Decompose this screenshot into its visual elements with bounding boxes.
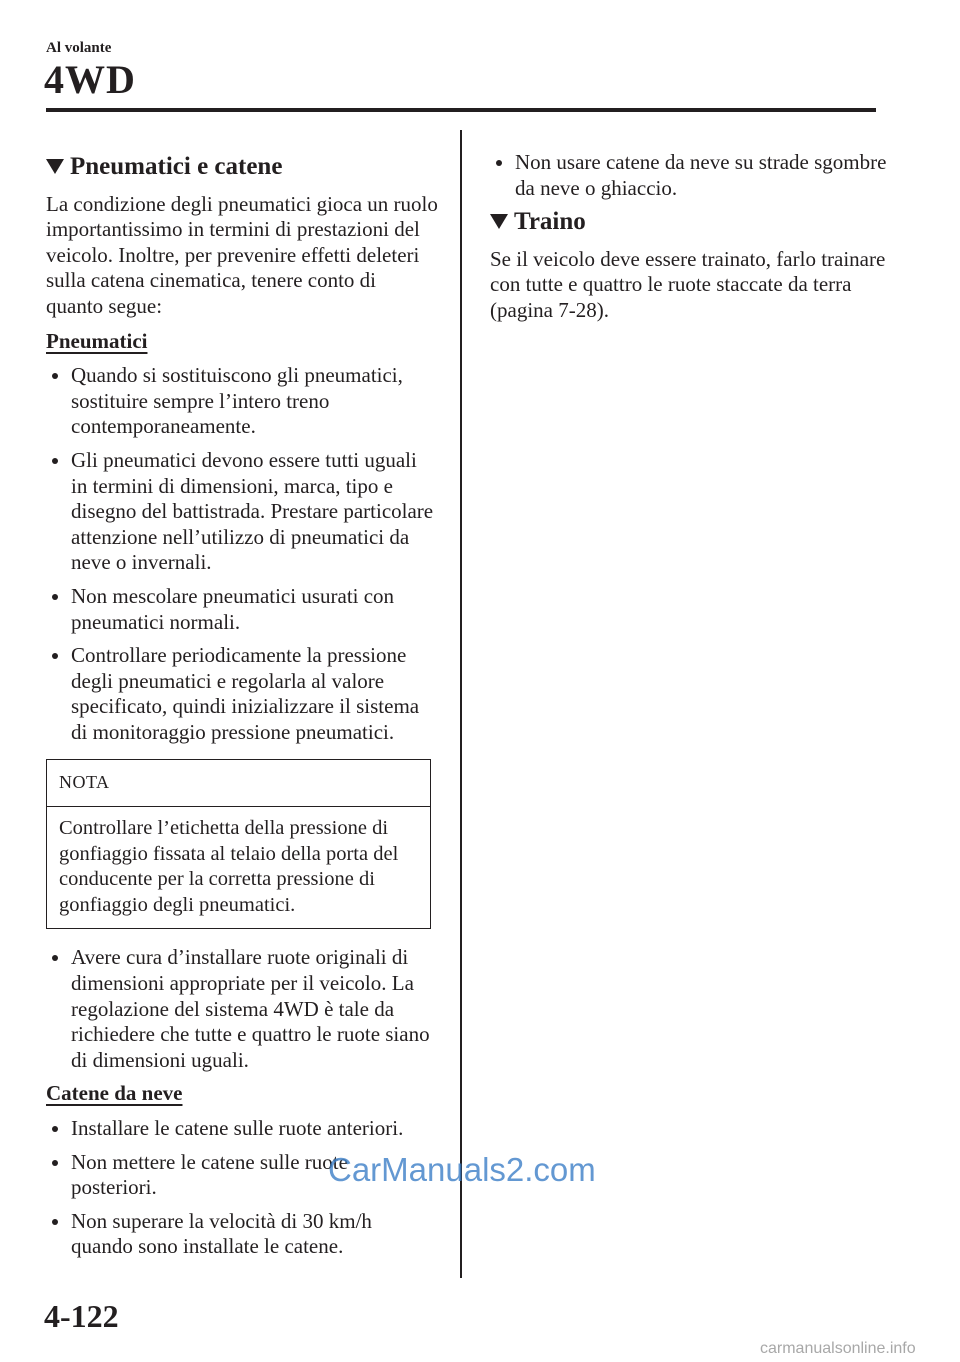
note-text: Controllare l’etichetta della pressione di gonfiaggio fissata al telaio della porta del conducente per la corretta pressione di gonfiaggio degli pneumatici.: [59, 817, 399, 916]
bullet-icon: [52, 373, 58, 379]
subheading-snow-chains: Catene da neve: [46, 1081, 183, 1106]
towing-paragraph: Se il veicolo deve essere trainato, farlo trainare con tutte e quattro le ruote staccate da terra (pagina 7-28).: [490, 246, 886, 322]
intro-paragraph: La condizione degli pneumatici gioca un ruolo importantissimo in termini di prestazioni del veicolo. Inoltre, per prevenire effetti deleteri sulla catena cinematica, tenere conto di quanto segue:: [46, 191, 438, 318]
page-number: 4-122: [44, 1298, 119, 1334]
list-item: Installare le catene sulle ruote anteriori.: [46, 1116, 438, 1142]
chapter-title: 4WD: [44, 57, 136, 102]
left-column: [46, 150, 438, 1268]
section-heading-text: Traino: [514, 208, 586, 236]
bullet-icon: [52, 594, 58, 600]
tyre-bullet-list-after-note: [46, 945, 438, 1073]
subheading-tyres: Pneumatici: [46, 328, 148, 353]
section-heading-tyres-chains: [46, 154, 438, 180]
note-label: NOTA: [47, 760, 430, 807]
tyre-bullet-list: [46, 363, 438, 745]
bullet-icon: [52, 955, 58, 961]
breadcrumb: Al volante: [46, 40, 112, 56]
section-heading-text: Pneumatici e catene: [70, 153, 283, 180]
chain-bullet-list-continued: [490, 150, 890, 201]
section-heading-towing: [490, 209, 890, 235]
watermark-overlay: CarManuals2.com: [328, 1151, 596, 1188]
bullet-icon: [496, 160, 502, 166]
list-item: Quando si sostituiscono gli pneumatici, sostituire sempre l’intero treno contemporaneamente.: [46, 363, 438, 440]
header-rule: [46, 108, 876, 112]
watermark-corner: carmanualsonline.info: [760, 1340, 916, 1357]
list-item: Avere cura d’installare ruote originali di dimensioni appropriate per il veicolo. La regolazione del sistema 4WD è tale da richiedere che tutte e quattro le ruote siano di dimensioni uguali.: [46, 945, 438, 1073]
column-divider: [460, 130, 462, 1278]
right-column: [490, 150, 890, 333]
note-box: [46, 759, 431, 929]
triangle-down-icon: [46, 159, 64, 174]
list-item: Non usare catene da neve su strade sgombre da neve o ghiaccio.: [490, 150, 890, 201]
triangle-down-icon: [490, 214, 508, 229]
list-item: Non mescolare pneumatici usurati con pneumatici normali.: [46, 584, 438, 635]
list-item: Non mettere le catene sulle ruote posteriori.: [46, 1150, 438, 1201]
bullet-icon: [52, 653, 58, 659]
list-item: Non superare la velocità di 30 km/h quando sono installate le catene.: [46, 1209, 438, 1260]
bullet-icon: [52, 1219, 58, 1225]
list-item: Controllare periodicamente la pressione degli pneumatici e regolarla al valore specificato, quindi inizializzare il sistema di monitoraggio pressione pneumatici.: [46, 643, 438, 745]
bullet-icon: [52, 1160, 58, 1166]
list-item: Gli pneumatici devono essere tutti uguali in termini di dimensioni, marca, tipo e disegno del battistrada. Prestare particolare attenzione nell’utilizzo di pneumatici da neve o invernali.: [46, 448, 438, 576]
bullet-icon: [52, 1126, 58, 1132]
bullet-icon: [52, 458, 58, 464]
